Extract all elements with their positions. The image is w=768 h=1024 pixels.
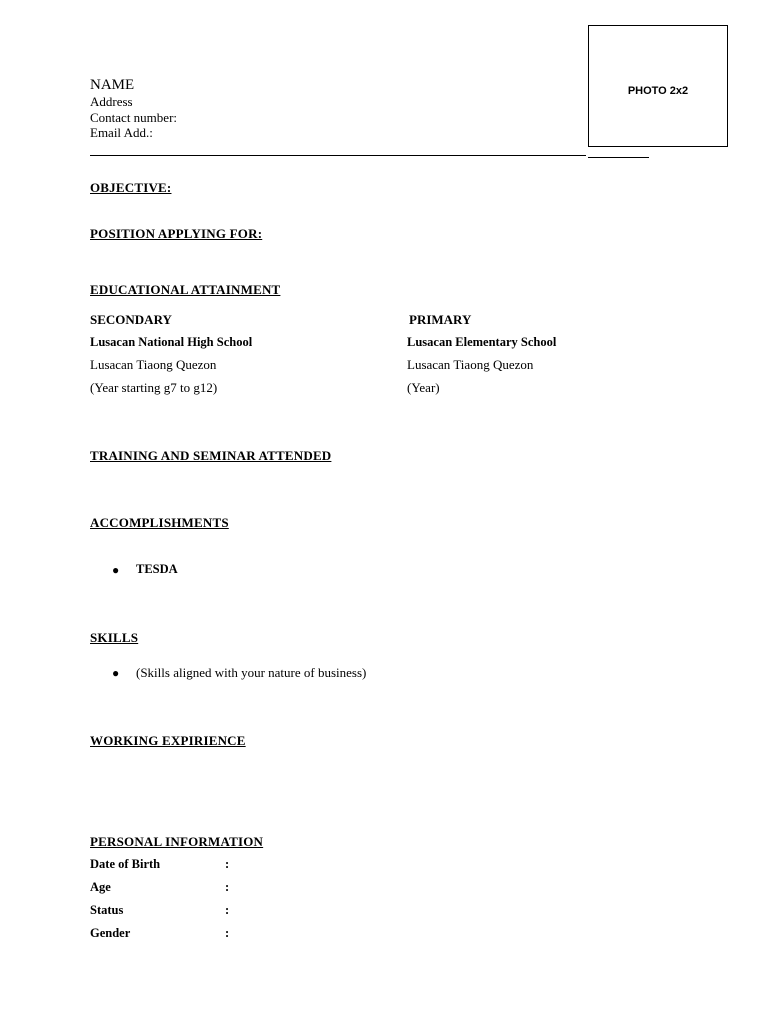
secondary-heading: SECONDARY [90, 312, 172, 327]
objective-heading: OBJECTIVE: [90, 180, 172, 195]
skill-item: (Skills aligned with your nature of business) [136, 665, 367, 680]
applicant-name: NAME [90, 77, 135, 93]
bullet-icon: ● [112, 563, 120, 577]
primary-school: Lusacan Elementary School [407, 335, 557, 349]
field-colon: : [225, 880, 230, 894]
field-colon: : [225, 903, 230, 917]
bullet-icon: ● [112, 666, 120, 680]
secondary-year: (Year starting g7 to g12) [90, 380, 218, 395]
accomplishment-item: TESDA [136, 562, 178, 576]
gender-label: Gender [90, 926, 131, 940]
photo-label: PHOTO 2x2 [627, 85, 689, 97]
secondary-school: Lusacan National High School [90, 335, 253, 349]
secondary-location: Lusacan Tiaong Quezon [90, 357, 217, 372]
position-heading: POSITION APPLYING FOR: [90, 226, 263, 241]
email-label: Email Add.: [90, 125, 153, 140]
work-experience-heading: WORKING EXPIRIENCE [90, 733, 246, 748]
contact-number-label: Contact number: [90, 110, 178, 125]
accomplishments-heading: ACCOMPLISHMENTS [90, 515, 229, 530]
date-of-birth-label: Date of Birth [90, 857, 161, 871]
field-colon: : [225, 857, 230, 871]
primary-location: Lusacan Tiaong Quezon [407, 357, 534, 372]
header-divider [90, 155, 586, 156]
field-colon: : [225, 926, 230, 940]
photo-placeholder [588, 25, 728, 147]
primary-year: (Year) [407, 380, 440, 395]
skills-heading: SKILLS [90, 630, 139, 645]
primary-heading: PRIMARY [409, 312, 472, 327]
header-divider-short [588, 157, 649, 158]
training-heading: TRAINING AND SEMINAR ATTENDED [90, 448, 332, 463]
education-heading: EDUCATIONAL ATTAINMENT [90, 282, 281, 297]
personal-info-heading: PERSONAL INFORMATION [90, 834, 264, 849]
address-label: Address [90, 94, 133, 109]
status-label: Status [90, 903, 124, 917]
age-label: Age [90, 880, 111, 894]
